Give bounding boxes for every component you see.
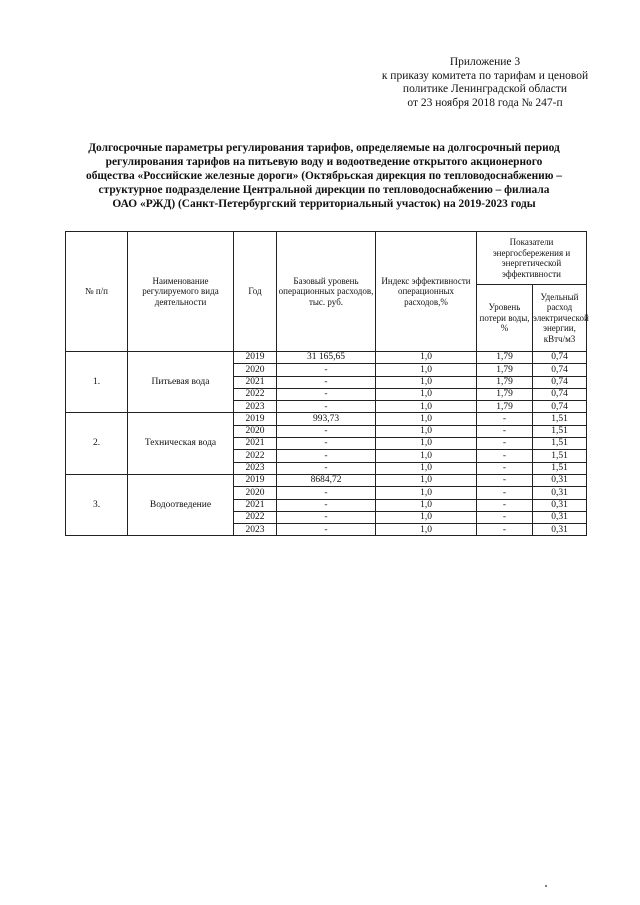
cell-activity: Питьевая вода xyxy=(128,352,234,413)
cell-specific: 1,51 xyxy=(533,450,587,462)
cell-index: 1,0 xyxy=(376,425,477,437)
cell-loss: 1,79 xyxy=(477,352,533,364)
cell-specific: 1,51 xyxy=(533,438,587,450)
cell-base: - xyxy=(277,487,376,499)
cell-index: 1,0 xyxy=(376,487,477,499)
cell-index: 1,0 xyxy=(376,364,477,376)
cell-activity: Водоотведение xyxy=(128,474,234,535)
cell-loss: - xyxy=(477,474,533,486)
cell-index: 1,0 xyxy=(376,401,477,413)
cell-specific: 0,31 xyxy=(533,499,587,511)
cell-specific: 1,51 xyxy=(533,413,587,425)
appendix-committee: политике Ленинградской области xyxy=(402,83,568,95)
cell-loss: - xyxy=(477,438,533,450)
cell-specific: 0,31 xyxy=(533,511,587,523)
cell-year: 2020 xyxy=(234,487,277,499)
cell-year: 2022 xyxy=(234,450,277,462)
cell-index: 1,0 xyxy=(376,499,477,511)
cell-base: - xyxy=(277,401,376,413)
title-line: общества «Российские железные дороги» (Октябрьская дирекция по тепловодоснабжению – xyxy=(86,170,562,182)
cell-year: 2019 xyxy=(234,413,277,425)
cell-specific: 0,74 xyxy=(533,352,587,364)
cell-index: 1,0 xyxy=(376,511,477,523)
cell-num: 1. xyxy=(66,352,128,413)
cell-year: 2022 xyxy=(234,511,277,523)
cell-index: 1,0 xyxy=(376,388,477,400)
table-body xyxy=(66,352,587,536)
cell-year: 2023 xyxy=(234,524,277,536)
cell-loss: - xyxy=(477,511,533,523)
cell-specific: 0,74 xyxy=(533,364,587,376)
header-year: Год xyxy=(234,232,277,352)
appendix-order-ref: к приказу комитета по тарифам и ценовой xyxy=(381,69,589,82)
table-row xyxy=(66,474,587,486)
cell-loss: - xyxy=(477,450,533,462)
cell-loss: - xyxy=(477,413,533,425)
cell-loss: 1,79 xyxy=(477,388,533,400)
header-num: № п/п xyxy=(66,232,128,352)
cell-index: 1,0 xyxy=(376,352,477,364)
appendix-date: от 23 ноября 2018 года № 247-п xyxy=(407,96,563,109)
cell-base: 31 165,65 xyxy=(277,352,376,364)
cell-base: - xyxy=(277,499,376,511)
cell-specific: 0,74 xyxy=(533,376,587,388)
appendix-header xyxy=(360,56,610,110)
title-line: Долгосрочные параметры регулирования тарифов, определяемые на долгосрочный период xyxy=(88,142,560,154)
cell-num: 2. xyxy=(66,413,128,474)
cell-base: 8684,72 xyxy=(277,474,376,486)
cell-year: 2020 xyxy=(234,425,277,437)
cell-index: 1,0 xyxy=(376,376,477,388)
cell-loss: - xyxy=(477,462,533,474)
cell-index: 1,0 xyxy=(376,474,477,486)
document-title xyxy=(64,141,584,211)
cell-base: - xyxy=(277,450,376,462)
cell-index: 1,0 xyxy=(376,462,477,474)
cell-index: 1,0 xyxy=(376,438,477,450)
cell-loss: 1,79 xyxy=(477,401,533,413)
cell-base: 993,73 xyxy=(277,413,376,425)
table-row xyxy=(66,413,587,425)
cell-loss: - xyxy=(477,425,533,437)
cell-year: 2022 xyxy=(234,388,277,400)
cell-loss: 1,79 xyxy=(477,364,533,376)
cell-loss: 1,79 xyxy=(477,376,533,388)
cell-num: 3. xyxy=(66,474,128,535)
cell-loss: - xyxy=(477,524,533,536)
cell-specific: 0,31 xyxy=(533,474,587,486)
header-base-level: Базовый уровень операционных расходов, тыс. руб. xyxy=(277,232,376,352)
cell-base: - xyxy=(277,388,376,400)
cell-specific: 0,74 xyxy=(533,388,587,400)
cell-index: 1,0 xyxy=(376,413,477,425)
cell-year: 2023 xyxy=(234,462,277,474)
cell-loss: - xyxy=(477,499,533,511)
cell-year: 2019 xyxy=(234,352,277,364)
cell-activity: Техническая вода xyxy=(128,413,234,474)
title-line: ОАО «РЖД) (Санкт-Петербургский территориальный участок) на 2019-2023 годы xyxy=(112,198,536,210)
cell-specific: 0,74 xyxy=(533,401,587,413)
cell-base: - xyxy=(277,511,376,523)
cell-year: 2021 xyxy=(234,376,277,388)
cell-base: - xyxy=(277,438,376,450)
cell-year: 2019 xyxy=(234,474,277,486)
cell-base: - xyxy=(277,364,376,376)
cell-base: - xyxy=(277,425,376,437)
header-energy-group: Показатели энергосбережения и энергетической эффективности xyxy=(477,232,587,285)
cell-year: 2021 xyxy=(234,438,277,450)
header-activity: Наименование регулируемого вида деятельности xyxy=(128,232,234,352)
cell-specific: 0,31 xyxy=(533,524,587,536)
cell-base: - xyxy=(277,462,376,474)
header-efficiency-index: Индекс эффективности операционных расходов,% xyxy=(376,232,477,352)
scan-speck xyxy=(545,885,547,887)
cell-index: 1,0 xyxy=(376,450,477,462)
header-specific-consumption: Удельный расход электрической энергии, кВтч/м3 xyxy=(533,285,587,352)
cell-year: 2020 xyxy=(234,364,277,376)
cell-base: - xyxy=(277,376,376,388)
appendix-number: Приложение 3 xyxy=(449,56,521,68)
cell-year: 2023 xyxy=(234,401,277,413)
parameters-table xyxy=(65,231,587,536)
cell-loss: - xyxy=(477,487,533,499)
cell-specific: 1,51 xyxy=(533,425,587,437)
cell-base: - xyxy=(277,524,376,536)
cell-year: 2021 xyxy=(234,499,277,511)
title-line: структурное подразделение Центральной дирекции по тепловодоснабжению – филиала xyxy=(98,184,550,196)
cell-specific: 0,31 xyxy=(533,487,587,499)
cell-index: 1,0 xyxy=(376,524,477,536)
title-line: регулирования тарифов на питьевую воду и водоотведение открытого акционерного xyxy=(105,156,543,168)
table-row xyxy=(66,352,587,364)
cell-specific: 1,51 xyxy=(533,462,587,474)
header-water-loss: Уровень потери воды, % xyxy=(477,285,533,352)
